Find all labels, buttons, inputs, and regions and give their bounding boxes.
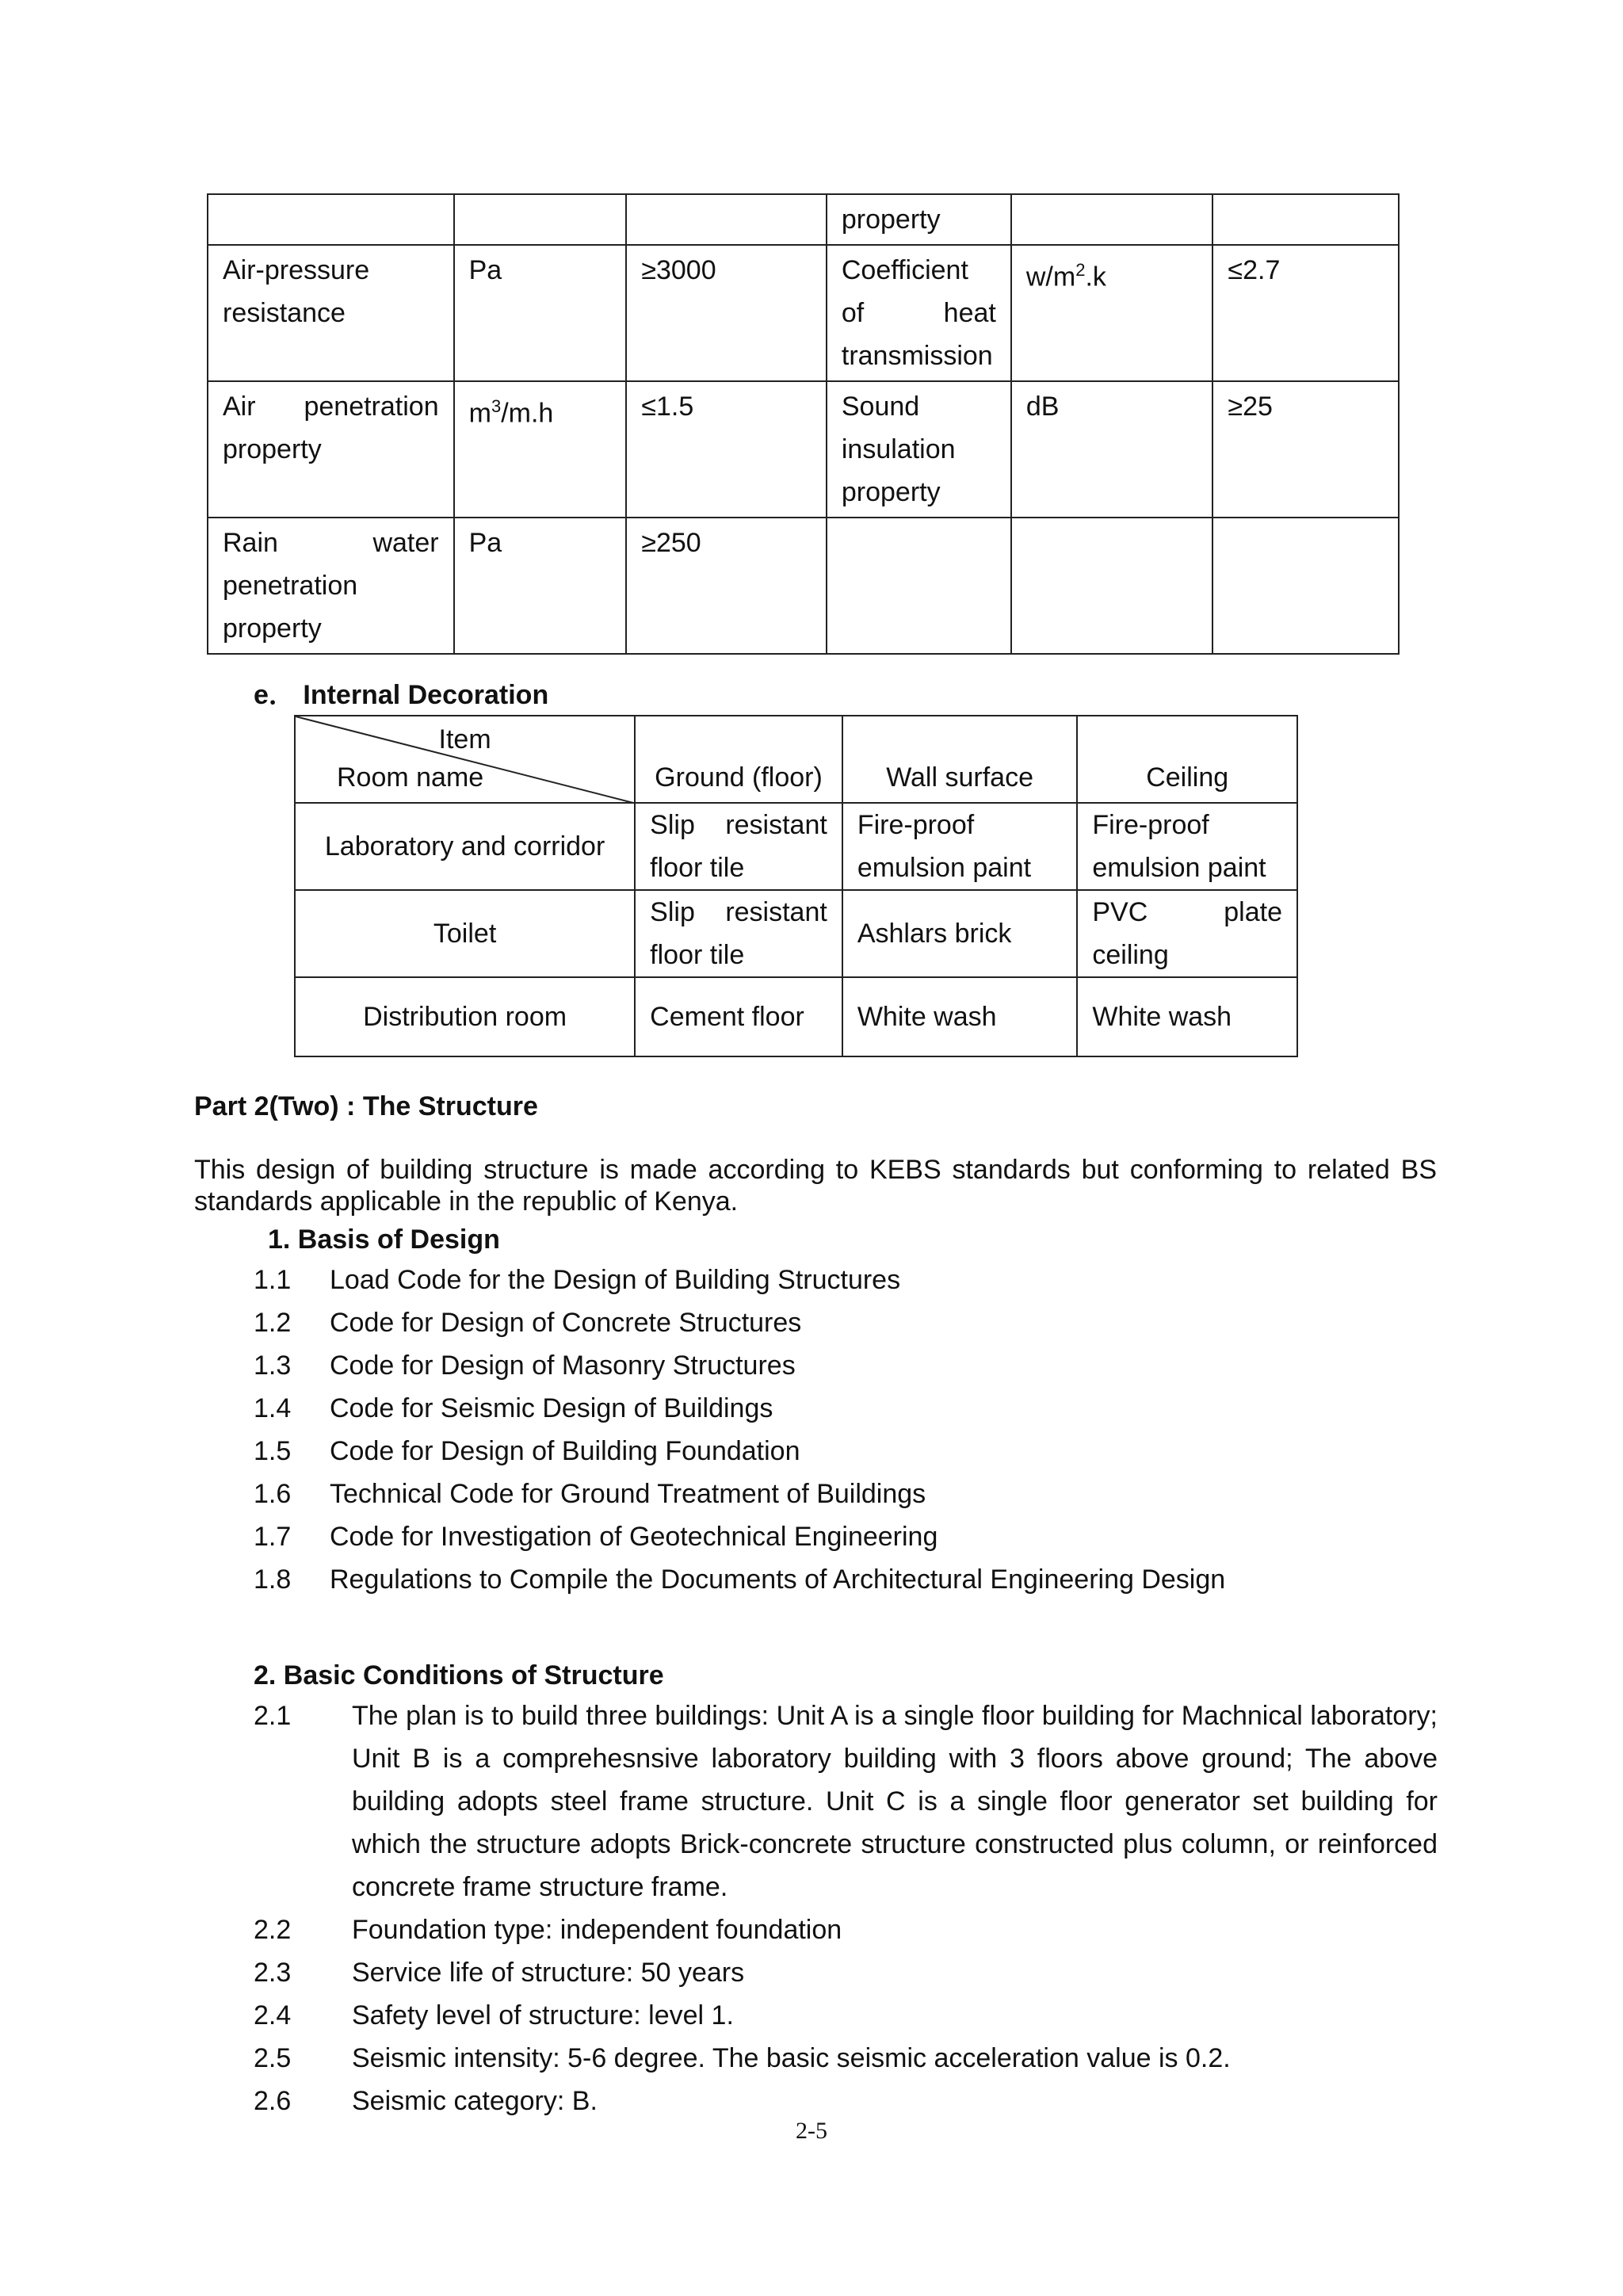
cell-text: ≥3000 (641, 255, 716, 285)
part2-intro (194, 1154, 1437, 1217)
cell-text-line (223, 385, 439, 428)
cell-text: Rain (223, 528, 278, 558)
table-header-row (295, 716, 1297, 803)
cell-text: floor tile (650, 853, 745, 883)
list-item-text: Regulations to Compile the Documents of Architectural Engineering Design (330, 1564, 1226, 1595)
header-room-name: Room name (337, 762, 484, 793)
table-cell (1011, 245, 1213, 381)
cell-text: ≤1.5 (641, 392, 694, 422)
table-row (208, 245, 1399, 381)
list-item-number: 2.5 (254, 2043, 292, 2073)
table-cell (208, 381, 454, 518)
list-item-text: Seismic category: B. (352, 2086, 598, 2116)
cell-text: floor tile (650, 940, 745, 970)
list-item-text: Service life of structure: 50 years (352, 1958, 745, 1988)
cell-text: dB (1025, 392, 1060, 422)
list-item-number: 1.8 (254, 1564, 292, 1595)
table-cell (208, 518, 454, 654)
cell-text: property (841, 204, 941, 235)
cell-text-line (650, 804, 827, 846)
table-cell (842, 803, 1078, 890)
table-cell (1011, 381, 1213, 518)
para-line: Unit B is a comprehesnsive laboratory building with 3 floors above ground; The above (352, 1744, 1438, 1774)
table-cell (1077, 890, 1297, 977)
performance-table (207, 193, 1400, 655)
basis-of-design-heading: 1. Basis of Design (268, 1224, 500, 1255)
list-item-text: Code for Investigation of Geotechnical Engineering (330, 1522, 938, 1552)
cell-text: PVC (1092, 897, 1148, 927)
table-cell (635, 890, 842, 977)
table-cell (454, 245, 627, 381)
header-wall: Wall surface (842, 716, 1078, 803)
cell-text: Pa (468, 255, 502, 285)
list-item-number: 1.4 (254, 1393, 292, 1423)
cell-text: of (841, 298, 865, 328)
cell-text: ≥25 (1228, 392, 1273, 422)
internal-decoration-heading (254, 679, 548, 711)
list-item-text: Seismic intensity: 5-6 degree. The basic seismic acceleration value is 0.2. (352, 2043, 1231, 2073)
table-cell (635, 803, 842, 890)
cell-text: emulsion paint (857, 853, 1032, 883)
list-item-number: 2.4 (254, 2000, 292, 2030)
table-row (295, 977, 1297, 1056)
table-cell (1077, 803, 1297, 890)
diagonal-header-cell (295, 716, 635, 803)
table-row (295, 890, 1297, 977)
cell-text-line (1092, 891, 1282, 934)
table-row (208, 518, 1399, 654)
table-cell (208, 194, 454, 245)
para-line: The plan is to build three buildings: Unit A is a single floor building for Machnical laboratory; (352, 1701, 1438, 1731)
section-label: e． (254, 680, 296, 710)
cell-text: resistant (725, 897, 827, 927)
header-ground: Ground (floor) (635, 716, 842, 803)
list-item-text: Code for Design of Concrete Structures (330, 1308, 802, 1338)
cell-text: Sound (841, 392, 920, 422)
table-cell (626, 518, 827, 654)
cell-text: ≥250 (641, 528, 701, 558)
table-cell (1011, 518, 1213, 654)
cell-text: ceiling (1092, 940, 1169, 970)
intro-line: This design of building structure is made according to KEBS standards but conforming to related BS (194, 1155, 1437, 1185)
cell-text: Fire-proof (1092, 810, 1209, 840)
basic-conditions-heading: 2. Basic Conditions of Structure (254, 1660, 664, 1690)
table-cell: White wash (842, 977, 1078, 1056)
page-number: 2-5 (796, 2118, 827, 2144)
cell-text-line (223, 521, 439, 564)
table-cell (827, 194, 1011, 245)
list-item-text: Code for Design of Building Foundation (330, 1436, 800, 1466)
table-row (295, 803, 1297, 890)
table-cell (626, 381, 827, 518)
cell-text: heat (943, 298, 996, 328)
cell-text: Air (223, 392, 256, 422)
cell-text: m (468, 398, 491, 429)
cell-text: transmission (841, 341, 993, 371)
list-item-number: 1.5 (254, 1436, 292, 1466)
list-item-number: 1.7 (254, 1522, 292, 1552)
list-item-number: 1.3 (254, 1350, 292, 1381)
room-cell: Distribution room (295, 977, 635, 1056)
table-cell (454, 381, 627, 518)
list-item-number: 2.1 (254, 1701, 292, 1731)
cell-text: Slip (650, 897, 695, 927)
cell-text: plate (1224, 897, 1282, 927)
cell-text: property (841, 477, 941, 507)
cell-text: emulsion paint (1092, 853, 1266, 883)
intro-line: standards applicable in the republic of Kenya. (194, 1186, 739, 1217)
table-cell (1212, 194, 1399, 245)
table-cell (1212, 381, 1399, 518)
cell-text: ≤2.7 (1228, 255, 1281, 285)
cell-text: /m.h (501, 398, 554, 429)
part2-title: Part 2(Two) : The Structure (194, 1091, 538, 1121)
table-cell (454, 518, 627, 654)
list-item-text: Code for Design of Masonry Structures (330, 1350, 796, 1381)
list-item-number: 1.1 (254, 1265, 292, 1295)
cell-text: .k (1085, 262, 1106, 292)
table-cell (1011, 194, 1213, 245)
cell-text-line (650, 891, 827, 934)
list-item-text (352, 1694, 1438, 1908)
cell-text: w/m (1025, 262, 1076, 292)
cell-text: resistant (725, 810, 827, 840)
table-cell (626, 245, 827, 381)
room-cell: Toilet (295, 890, 635, 977)
para-line: concrete frame structure frame. (352, 1872, 728, 1902)
cell-text: penetration (304, 392, 439, 422)
cell-text: resistance (223, 298, 346, 328)
table-cell (827, 381, 1011, 518)
cell-text: Coefficient (841, 255, 968, 285)
table-cell (827, 245, 1011, 381)
cell-text: Air-pressure (223, 255, 370, 285)
cell-text: property (223, 434, 322, 464)
cell-text: Fire-proof (857, 810, 975, 840)
table-cell (1212, 518, 1399, 654)
cell-text: water (372, 528, 439, 558)
internal-decoration-table (294, 715, 1298, 1057)
para-line: building adopts steel frame structure. Unit C is a single floor generator set building for (352, 1786, 1438, 1817)
header-item: Item (438, 724, 491, 755)
table-cell (626, 194, 827, 245)
table-cell (827, 518, 1011, 654)
list-item-number: 1.2 (254, 1308, 292, 1338)
cell-text: penetration (223, 571, 358, 601)
table-row (208, 381, 1399, 518)
list-item-number: 2.2 (254, 1915, 292, 1945)
cell-text: Pa (468, 528, 502, 558)
table-row (208, 194, 1399, 245)
list-item-number: 2.6 (254, 2086, 292, 2116)
list-item-text: Foundation type: independent foundation (352, 1915, 842, 1945)
cell-text: insulation (841, 434, 956, 464)
room-cell: Laboratory and corridor (295, 803, 635, 890)
list-item-number: 2.3 (254, 1958, 292, 1988)
list-item-text: Load Code for the Design of Building Structures (330, 1265, 901, 1295)
table-cell (1212, 245, 1399, 381)
cell-text: Slip (650, 810, 695, 840)
list-item-text: Code for Seismic Design of Buildings (330, 1393, 773, 1423)
cell-text: property (223, 613, 322, 644)
para-line: which the structure adopts Brick-concrete structure constructed plus column, or reinforced (352, 1829, 1438, 1859)
table-cell (454, 194, 627, 245)
section-title: Internal Decoration (303, 680, 549, 710)
table-cell: Cement floor (635, 977, 842, 1056)
list-item-text: Safety level of structure: level 1. (352, 2000, 734, 2030)
cell-text: 2 (1075, 260, 1086, 280)
cell-text-line (842, 292, 996, 334)
header-ceiling: Ceiling (1077, 716, 1297, 803)
list-item-number: 1.6 (254, 1479, 292, 1509)
list-item-text: Technical Code for Ground Treatment of Buildings (330, 1479, 926, 1509)
cell-text: 3 (491, 396, 502, 416)
table-cell (208, 245, 454, 381)
table-cell: Ashlars brick (842, 890, 1078, 977)
table-cell: White wash (1077, 977, 1297, 1056)
